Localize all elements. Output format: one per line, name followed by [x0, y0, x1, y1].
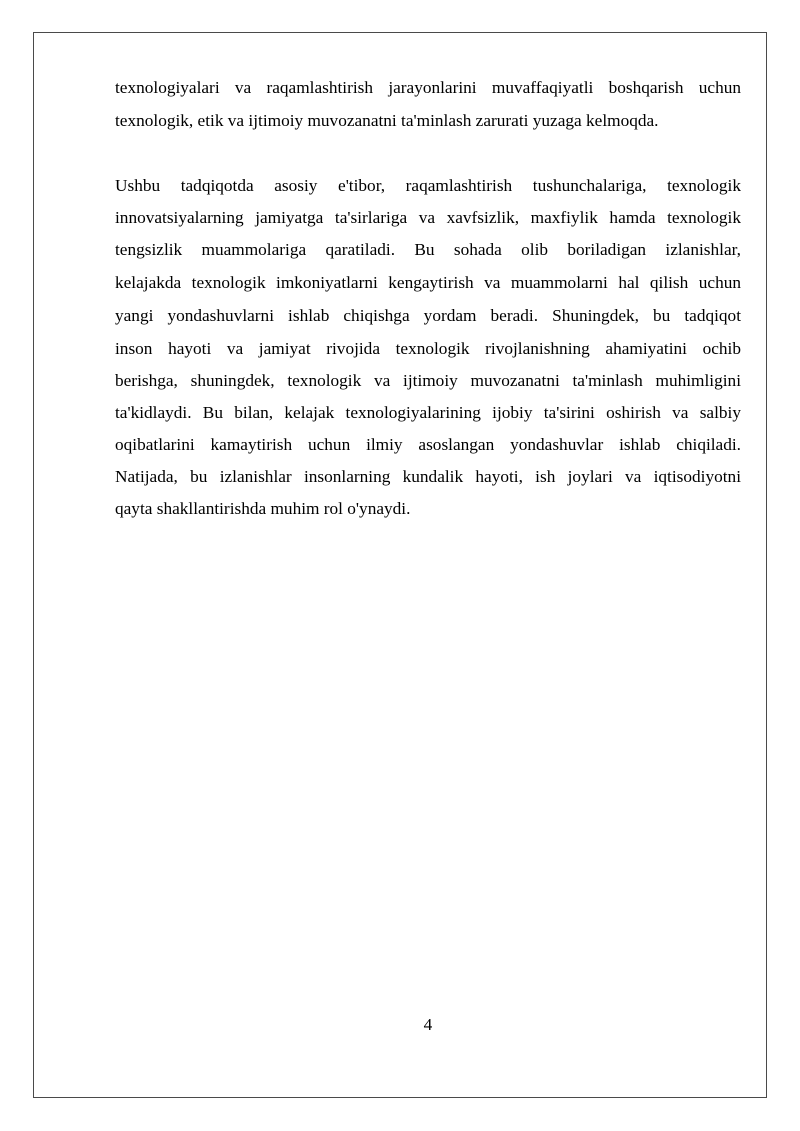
page-number: 4 — [423, 1015, 433, 1034]
text-line: texnologiyalari va raqamlashtirish jarayonlarini muvaffaqiyatli boshqarish uchun — [115, 78, 741, 97]
text-line: inson hayoti va jamiyat rivojida texnologik rivojlanishning ahamiyatini ochib — [115, 339, 741, 358]
text-line: texnologik, etik va ijtimoiy muvozanatni ta'minlash zarurati yuzaga kelmoqda. — [115, 111, 659, 130]
text-line: tengsizlik muammolariga qaratiladi. Bu sohada olib boriladigan izlanishlar, — [115, 240, 741, 259]
text-line: innovatsiyalarning jamiyatga ta'sirlariga va xavfsizlik, maxfiylik hamda texnologik — [115, 208, 741, 227]
text-line: yangi yondashuvlarni ishlab chiqishga yordam beradi. Shuningdek, bu tadqiqot — [115, 306, 741, 325]
text-line: berishga, shuningdek, texnologik va ijtimoiy muvozanatni ta'minlash muhimligini — [115, 371, 741, 390]
text-line: kelajakda texnologik imkoniyatlarni kengaytirish va muammolarni hal qilish uchun — [115, 273, 741, 292]
text-line: Natijada, bu izlanishlar insonlarning kundalik hayoti, ish joylari va iqtisodiyotni — [115, 467, 741, 486]
text-line: ta'kidlaydi. Bu bilan, kelajak texnologiyalarining ijobiy ta'sirini oshirish va salbiy — [115, 403, 741, 422]
text-line: oqibatlarini kamaytirish uchun ilmiy asoslangan yondashuvlar ishlab chiqiladi. — [115, 435, 741, 454]
text-line: qayta shakllantirishda muhim rol o'ynaydi. — [115, 499, 411, 518]
text-line: Ushbu tadqiqotda asosiy e'tibor, raqamlashtirish tushunchalariga, texnologik — [115, 176, 741, 195]
